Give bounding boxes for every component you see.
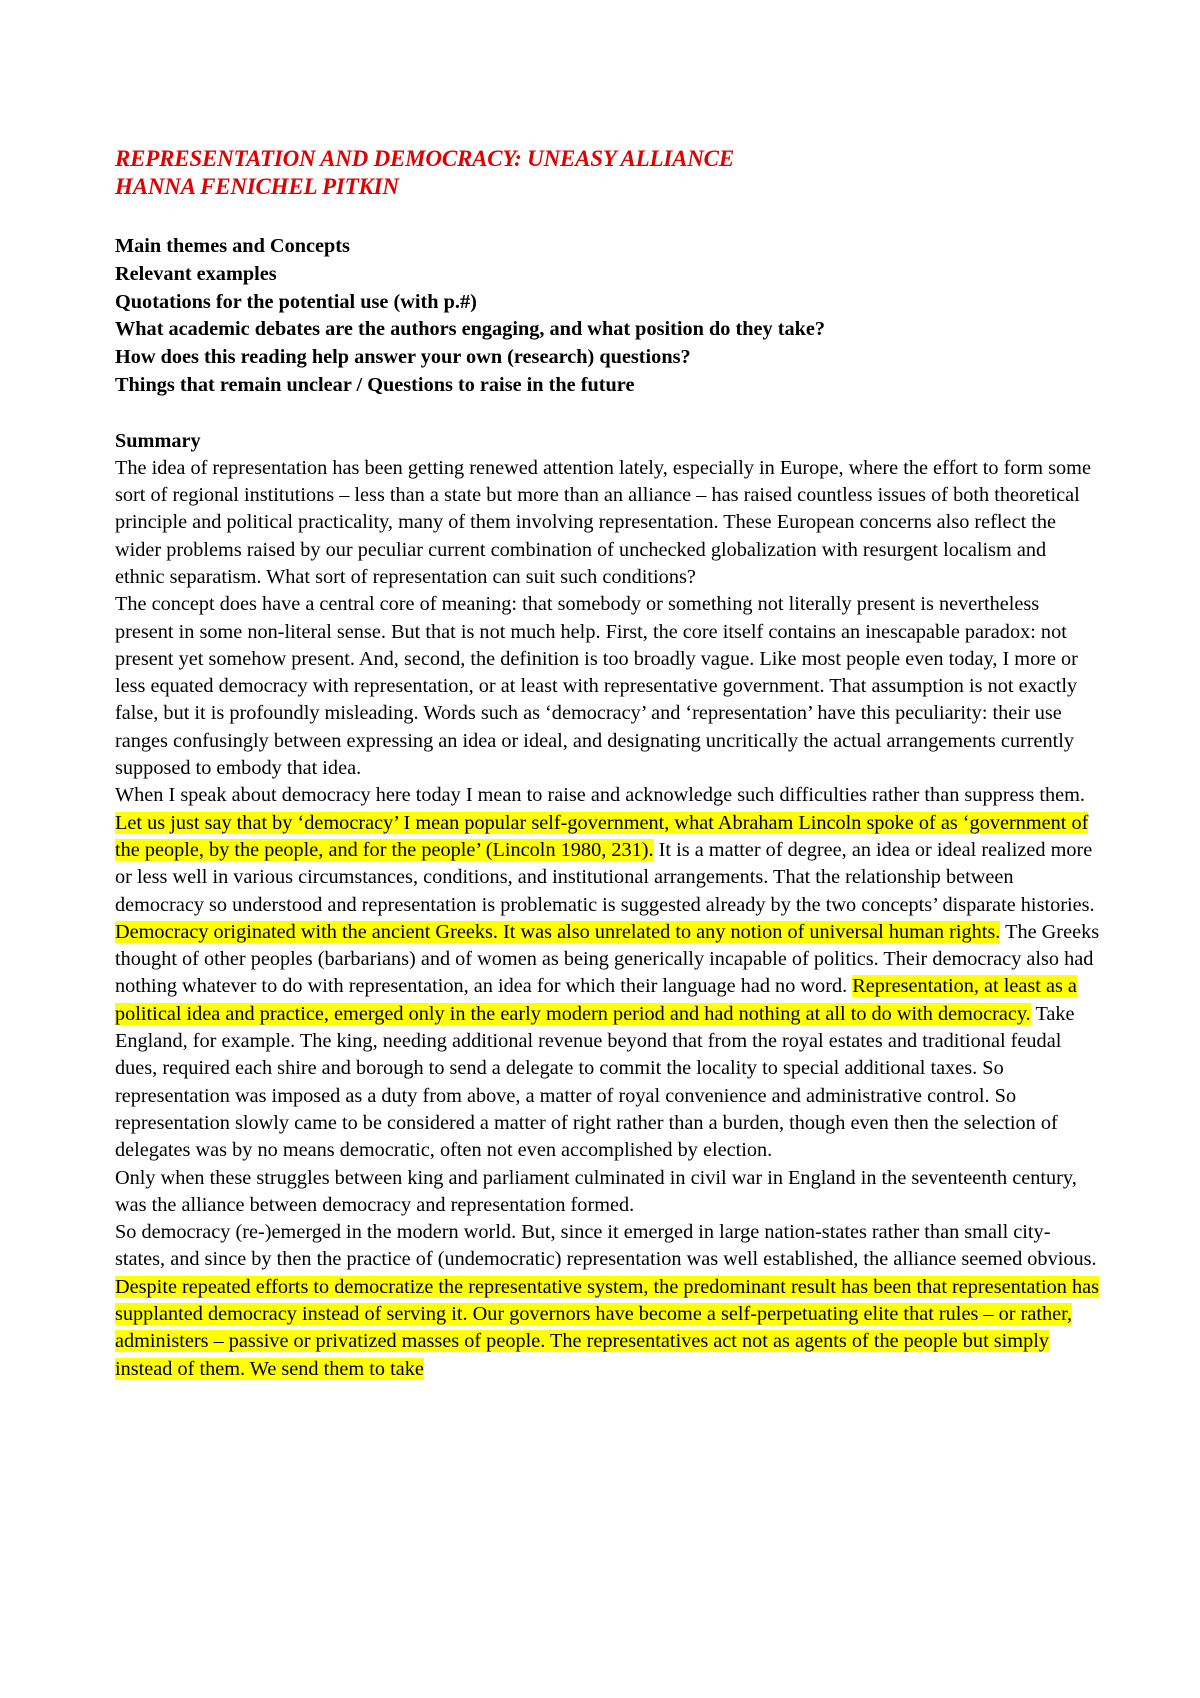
highlight-lincoln-quote: Let us just say that by ‘democracy’ I mean popular self-government, what Abraham Lincoln spoke of as ‘government of the people, by the people, and for the people’ (Lincoln 1980, 231). bbox=[115, 811, 1089, 861]
highlight-greek-democracy: Democracy originated with the ancient Greeks. It was also unrelated to any notion of universal human rights. bbox=[115, 920, 1001, 943]
heading-relevant-examples: Relevant examples bbox=[115, 262, 277, 285]
heading-unclear-things: Things that remain unclear / Questions to raise in the future bbox=[115, 373, 635, 396]
heading-main-themes: Main themes and Concepts bbox=[115, 235, 350, 257]
summary-heading: Summary bbox=[115, 429, 201, 452]
summary-paragraph-3 bbox=[115, 782, 1100, 1164]
summary-paragraph-4: Only when these struggles between king and parliament culminated in civil war in England in the seventeenth century, was the alliance between democracy and representation formed. bbox=[115, 1166, 1077, 1216]
title-line-1: REPRESENTATION AND DEMOCRACY: UNEASY ALLIANCE bbox=[115, 146, 734, 171]
title-spacer bbox=[115, 201, 1100, 233]
heading-quotations: Quotations for the potential use (with p.#) bbox=[115, 290, 477, 313]
headings-spacer bbox=[115, 400, 1100, 428]
highlight-representation-origin: Representation, at least as a political idea and practice, emerged only in the early modern period and had nothing at all to do with democracy. bbox=[115, 975, 1077, 1025]
summary-paragraph-1: The idea of representation has been getting renewed attention lately, especially in Europe, where the effort to form some sort of regional institutions – less than a state but more than an alliance – has raised countless issues of both theoretical principle and political practicality, many of them involving representation. These European concerns also reflect the wider problems raised by our peculiar current combination of unchecked globalization with resurgent localism and ethnic separatism. What sort of representation can suit such conditions? bbox=[115, 456, 1091, 588]
summary-paragraph-6 bbox=[115, 1274, 1100, 1383]
paragraph-3-text-a: When I speak about democracy here today I mean to raise and acknowledge such difficulties rather than suppress them. bbox=[115, 784, 1085, 807]
paragraph-3-text-b: It is a matter of degree, an idea or ideal realized more or less well in various circumstances, conditions, and institutional arrangements. That the relationship between democracy so understood and representation is problematic is suggested already by the two concepts’ disparate histories. bbox=[115, 838, 1095, 916]
heading-research-questions: How does this reading help answer your own (research) questions? bbox=[115, 346, 691, 369]
summary-paragraph-5: So democracy (re-)emerged in the modern world. But, since it emerged in large nation-states rather than small city-states, and since by then the practice of (undemocratic) representation was well established, the alliance seemed obvious. bbox=[115, 1221, 1097, 1271]
document-title bbox=[115, 145, 1100, 201]
paragraph-3-text-d: Take England, for example. The king, needing additional revenue beyond that from the royal estates and traditional feudal dues, required each shire and borough to send a delegate to commit the locality to special additional taxes. So representation was imposed as a duty from above, a matter of royal convenience and administrative control. So representation slowly came to be considered a matter of right rather than a burden, though even then the selection of delegates was by no means democratic, often not even accomplished by election. bbox=[115, 1002, 1075, 1162]
paragraph-3-text-c: The Greeks thought of other peoples (barbarians) and of women as being generically incapable of politics. Their democracy also had nothing whatever to do with representation, an idea for which their language had no word. bbox=[115, 920, 1100, 998]
highlight-representation-supplanted: Despite repeated efforts to democratize the representative system, the predominant result has been that representation has supplanted democracy instead of serving it. Our governors have become a self-perpetuating elite that rules – or rather, administers – passive or privatized masses of people. The representatives act not as agents of the people but simply instead of them. We send them to take bbox=[115, 1275, 1100, 1380]
heading-academic-debates: What academic debates are the authors engaging, and what position do they take? bbox=[115, 318, 826, 341]
summary-paragraph-2: The concept does have a central core of meaning: that somebody or something not literally present is nevertheless present in some non-literal sense. But that is not much help. First, the core itself contains an inescapable paradox: not present yet somehow present. And, second, the definition is too broadly vague. Like most people even today, I more or less equated democracy with representation, or at least with representative government. That assumption is not exactly false, but it is profoundly misleading. Words such as ‘democracy’ and ‘representation’ have this peculiarity: their use ranges confusingly between expressing an idea or ideal, and designating uncritically the actual arrangements currently supposed to embody that idea. bbox=[115, 593, 1078, 780]
document-content bbox=[115, 145, 1100, 1383]
review-headings bbox=[115, 233, 1100, 400]
title-line-2: HANNA FENICHEL PITKIN bbox=[115, 174, 399, 199]
